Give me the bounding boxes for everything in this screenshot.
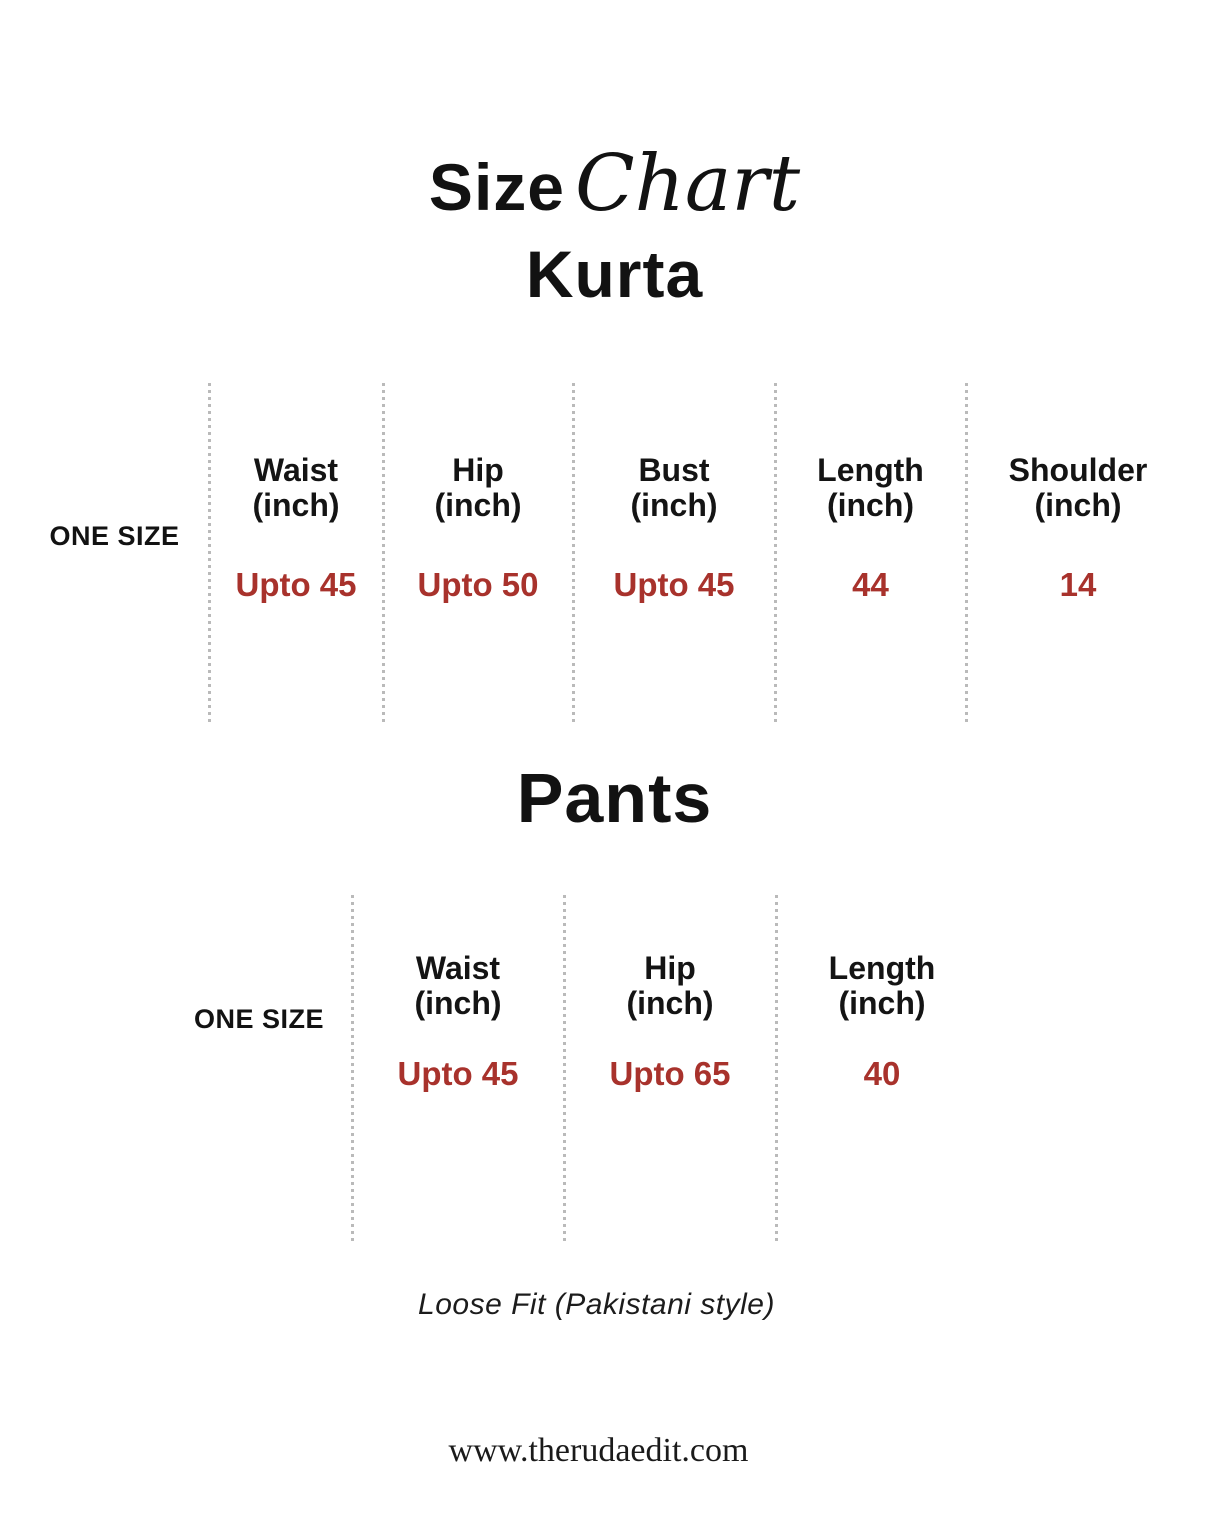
title-word-chart: Chart: [575, 139, 801, 229]
column-header: [966, 453, 1190, 523]
kurta-row-label: ONE SIZE: [49, 521, 180, 551]
column-value: 44: [852, 566, 889, 603]
column-label: Bust: [638, 452, 710, 488]
column-unit: (inch): [630, 487, 718, 523]
kurta-size-table: [0, 383, 1229, 723]
column-unit: (inch): [826, 487, 915, 523]
column-value: 40: [863, 1055, 901, 1092]
column-label: Length: [828, 950, 936, 986]
title-block: [0, 139, 1229, 311]
column-value: Upto 65: [609, 1055, 731, 1092]
fit-note: Loose Fit (Pakistani style): [418, 1288, 775, 1321]
page-title: [0, 139, 1229, 238]
column-value: 14: [1059, 566, 1097, 603]
column-unit: (inch): [252, 487, 340, 523]
pants-size-table: [0, 895, 1229, 1245]
column-label: Waist: [253, 452, 339, 488]
column-label: Hip: [644, 950, 696, 986]
column-value: Upto 45: [613, 566, 735, 603]
column-value: Upto 45: [397, 1055, 519, 1092]
kurta-column-length: [775, 383, 966, 723]
pants-heading: Pants: [516, 759, 713, 837]
column-unit: (inch): [838, 985, 926, 1021]
title-word-size: Size: [428, 150, 565, 224]
kurta-column-waist: [209, 383, 383, 723]
dotted-divider: [208, 383, 211, 723]
kurta-heading: Kurta: [525, 237, 704, 311]
column-label: Shoulder: [1008, 452, 1148, 488]
column-value: Upto 45: [235, 566, 357, 603]
kurta-column-shoulder: [966, 383, 1190, 723]
pants-column-hip: [564, 895, 776, 1245]
column-header: [383, 453, 573, 523]
pants-row-label: ONE SIZE: [193, 1004, 325, 1034]
website-url: www.therudaedit.com: [448, 1432, 749, 1469]
column-label: Hip: [452, 452, 504, 488]
column-header: [352, 951, 564, 1021]
column-value: Upto 50: [417, 566, 539, 603]
column-header: [573, 453, 775, 523]
dotted-divider: [572, 383, 575, 723]
dotted-divider: [965, 383, 968, 723]
kurta-column-hip: [383, 383, 573, 723]
column-header: [776, 951, 988, 1021]
dotted-divider: [382, 383, 385, 723]
column-label: Waist: [415, 950, 501, 986]
column-unit: (inch): [414, 985, 502, 1021]
pants-column-waist: [352, 895, 564, 1245]
kurta-column-bust: [573, 383, 775, 723]
column-unit: (inch): [1034, 487, 1122, 523]
pants-column-length: [776, 895, 988, 1245]
column-unit: (inch): [434, 487, 522, 523]
column-label: Length: [817, 452, 924, 488]
column-header: [564, 951, 776, 1021]
column-unit: (inch): [626, 985, 714, 1021]
column-header: [209, 453, 383, 523]
dotted-divider: [774, 383, 777, 723]
column-header: [775, 453, 966, 523]
